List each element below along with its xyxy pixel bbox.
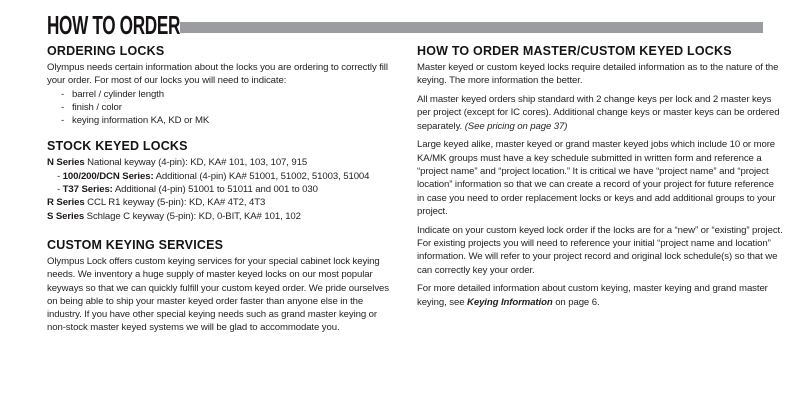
paragraph-keying-info [417, 61, 783, 88]
section-heading-ordering-locks: ORDERING LOCKS [47, 44, 165, 58]
stock-item-detail: Schlage C keyway (5-pin): KD, 0-BIT, KA# 101, 102 [84, 210, 301, 222]
bullet-dash: - [61, 115, 65, 127]
stock-item-series: S Series [47, 210, 85, 222]
stock-item-dash: - [57, 184, 63, 196]
section-heading-custom-keying-services: CUSTOM KEYING SERVICES [47, 237, 224, 252]
paragraph-text: Large keyed alike, master keyed or grand master keyed jobs which include 10 or more KA/MK groups must have a key schedule submitted in written form and reference a “project name” and “project location.” It is critical we have “project name” and “project location” information so that we can create a record of your project for future reference in case you need to order replacement locks or keys and add additional groups to your project. [417, 139, 776, 217]
paragraph-new-existing [417, 224, 783, 277]
stock-item-series: N Series [47, 157, 85, 169]
stock-item [47, 183, 397, 196]
bullet-dash: - [61, 101, 65, 113]
ordering-bullet [47, 88, 397, 101]
stock-item-series: T37 Series: [62, 184, 113, 196]
page-title: HOW TO ORDER [47, 10, 181, 40]
paragraph-text: Indicate on your custom keyed lock order if the locks are for a “new” or “existing” project. For existing projects you will need to reference your initial “project name and location” information. We will refer to your project record and original lock schedule(s) so that we can correctly key your order. [417, 224, 783, 276]
title-accent-bar [180, 22, 763, 33]
bullet-text: barrel / cylinder length [72, 88, 164, 100]
ordering-intro: Olympus needs certain information about the locks you are ordering to correctly fill your order. For most of our locks you will need to indicate: [47, 62, 388, 87]
stock-item-detail: Additional (4-pin) 51001 to 51011 and 001 to 030 [112, 184, 318, 196]
stock-item-series: R Series [47, 197, 85, 209]
section-heading-stock-keyed-locks: STOCK KEYED LOCKS [47, 139, 188, 154]
stock-item [47, 170, 397, 183]
stock-item [47, 156, 397, 169]
stock-item-detail: Additional (4-pin) KA# 51001, 51002, 51003, 51004 [153, 170, 370, 182]
right-column [417, 44, 783, 315]
stock-item-detail: National keyway (4-pin): KD, KA# 101, 103, 107, 915 [84, 157, 308, 169]
left-column [47, 44, 397, 335]
stock-item-dash: - [57, 170, 63, 182]
paragraph-text: All master keyed orders ship standard with 2 change keys per lock and 2 master keys per project (except for IC cores). Additional change keys or master keys can be ordered separately. [417, 94, 780, 132]
section-heading-master-custom-keyed: HOW TO ORDER MASTER/CUSTOM KEYED LOCKS [417, 44, 732, 58]
stock-item [47, 196, 397, 209]
pricing-note: (See pricing on page 37) [464, 120, 568, 132]
paragraph-key-schedule [417, 138, 783, 218]
keying-information-reference: Keying Information [467, 296, 553, 308]
custom-keying-body: Olympus Lock offers custom keying services for your special cabinet lock keying needs. We inventory a huge supply of master keyed locks on our most popular keyways so that we can quickly fulfill your custom keyed order. We pride ourselves on being able to ship your master keyed order faster than anyone else in the industry. If you have other special keying needs such as grand master keying or non-stock master keyed systems we will be glad to accommodate you. [47, 255, 389, 334]
bullet-text: finish / color [72, 101, 122, 113]
bullet-dash: - [61, 88, 65, 100]
paragraph-text: on page 6. [552, 296, 600, 308]
ordering-bullet [47, 114, 397, 127]
stock-item [47, 210, 397, 223]
paragraph-more-info [417, 282, 783, 309]
paragraph-text: Master keyed or custom keyed locks require detailed information as to the nature of the keying. The more information the better. [417, 62, 779, 87]
stock-item-series: 100/200/DCN Series: [62, 170, 154, 182]
paragraph-text: For more detailed information about custom keying, master keying and grand master keying, see [417, 283, 768, 308]
stock-item-detail: CCL R1 keyway (5-pin): KD, KA# 4T2, 4T3 [84, 197, 266, 209]
bullet-text: keying information KA, KD or MK [72, 115, 210, 127]
ordering-bullet [47, 101, 397, 114]
paragraph-change-keys [417, 93, 783, 133]
